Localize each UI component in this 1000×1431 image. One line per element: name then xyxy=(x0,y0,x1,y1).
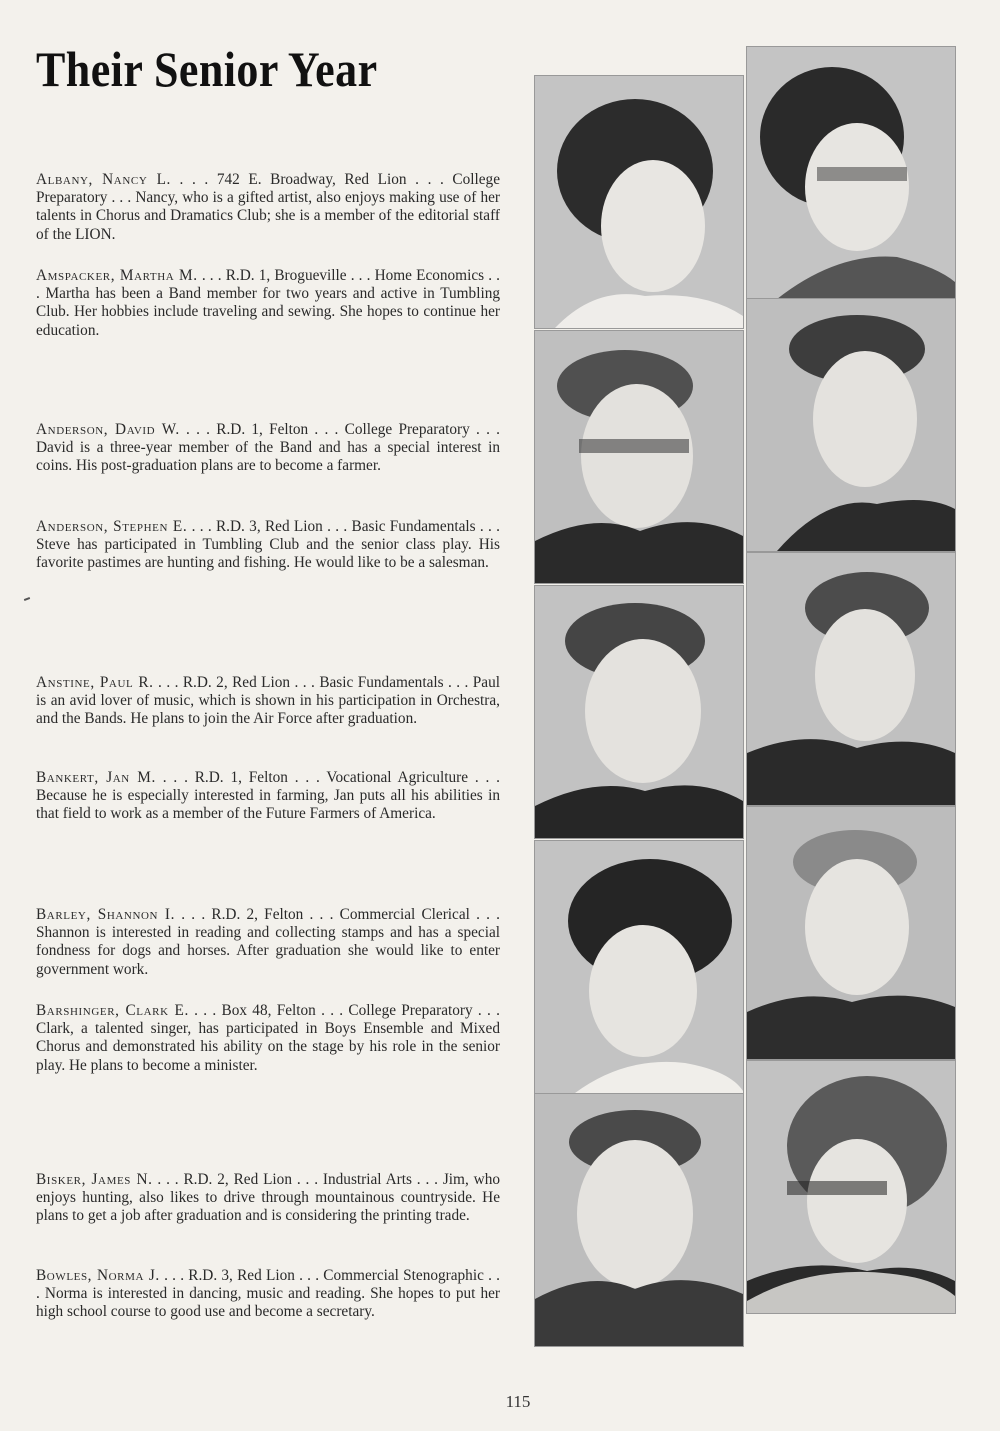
print-speck xyxy=(24,597,30,601)
entry-bisker-james xyxy=(36,1171,500,1226)
entry-anstine-paul xyxy=(36,674,500,729)
entry-anderson-stephen xyxy=(36,518,500,573)
student-description: . . . Box 48, Felton . . . College Preparatory . . . Clark, a talented singer, has participated in Boys Ensemble and Mixed Chorus and demonstrated his ability on the stage by his role in the senior play. He plans to become a minister. xyxy=(36,1002,500,1074)
portrait-photo-barshinger-clark xyxy=(746,806,956,1060)
student-description: . . . R.D. 1, Felton . . . Vocational Agriculture . . . Because he is especially interested in farming, Jan puts all his abilities in that field to work as a member of the Future Farmers of America. xyxy=(36,769,501,823)
entry-amspacker-martha xyxy=(36,267,500,340)
entry-barshinger-clark xyxy=(36,1002,500,1075)
student-description: . . . R.D. 3, Red Lion . . . Basic Fundamentals . . . Steve has participated in Tumbling Club and the senior class play. His favorite pastimes are hunting and fishing. He would like to be a salesman. xyxy=(36,518,500,572)
entry-barley-shannon xyxy=(36,906,500,979)
student-name: Bankert, Jan M. xyxy=(36,769,156,786)
page-number: 115 xyxy=(505,1392,531,1411)
student-name: Amspacker, Martha M. xyxy=(36,267,198,284)
portrait-photo-anstine-paul xyxy=(534,585,744,839)
portrait-photo-bisker-james xyxy=(534,1093,744,1347)
student-description: . . . R.D. 1, Felton . . . College Preparatory . . . David is a three-year member of the Band and has a special interest in coins. His post-graduation plans are to become a farmer. xyxy=(36,421,500,475)
student-name: Bowles, Norma J. xyxy=(36,1267,160,1284)
portrait-photo-albany-nancy xyxy=(534,75,744,329)
student-description: . . . R.D. 2, Felton . . . Commercial Clerical . . . Shannon is interested in reading and collecting stamps and has a special fondness for dogs and horses. After graduation she would like to enter government work. xyxy=(36,906,501,978)
student-description: . . . R.D. 1, Brogueville . . . Home Economics . . . Martha has been a Band member for two years and active in Tumbling Club. Her hobbies include traveling and sewing. She hopes to continue her education. xyxy=(36,267,500,339)
portrait-photo-anderson-stephen xyxy=(746,298,956,552)
student-description: . . . R.D. 2, Red Lion . . . Industrial Arts . . . Jim, who enjoys hunting, also likes to drive through mountainous countryside. He plans to get a job after graduation and is considering the printing trade. xyxy=(36,1171,500,1225)
portrait-photo-amspacker-martha xyxy=(746,46,956,300)
portrait-photo-anderson-david xyxy=(534,330,744,584)
student-name: Barley, Shannon I. xyxy=(36,906,176,923)
student-description: . . . 742 E. Broadway, Red Lion . . . College Preparatory . . . Nancy, who is a gifted artist, also enjoys making use of her talents in Chorus and Dramatics Club; she is a member of the editorial staff of the LION. xyxy=(36,171,500,243)
student-description: . . . R.D. 2, Red Lion . . . Basic Fundamentals . . . Paul is an avid lover of music, which is shown in his participation in Orchestra, and the Bands. He plans to join the Air Force after graduation. xyxy=(36,674,500,728)
entry-bowles-norma xyxy=(36,1267,500,1322)
entry-bankert-jan xyxy=(36,769,500,824)
student-name: Anstine, Paul R. xyxy=(36,674,154,691)
portrait-photo-bankert-jan xyxy=(746,552,956,806)
page-title: Their Senior Year xyxy=(36,41,378,97)
student-name: Anderson, David W. xyxy=(36,421,180,438)
portrait-photo-bowles-norma xyxy=(746,1060,956,1314)
portrait-photo-barley-shannon xyxy=(534,840,744,1094)
student-name: Albany, Nancy L. xyxy=(36,171,171,188)
student-description: . . . R.D. 3, Red Lion . . . Commercial Stenographic . . . Norma is interested in dancing, music and reading. She hopes to put her high school course to good use and become a secretary. xyxy=(36,1267,500,1321)
student-name: Anderson, Stephen E. xyxy=(36,518,188,535)
student-name: Bisker, James N. xyxy=(36,1171,153,1188)
entry-albany-nancy xyxy=(36,171,500,244)
entry-anderson-david xyxy=(36,421,500,476)
student-name: Barshinger, Clark E. xyxy=(36,1002,189,1019)
